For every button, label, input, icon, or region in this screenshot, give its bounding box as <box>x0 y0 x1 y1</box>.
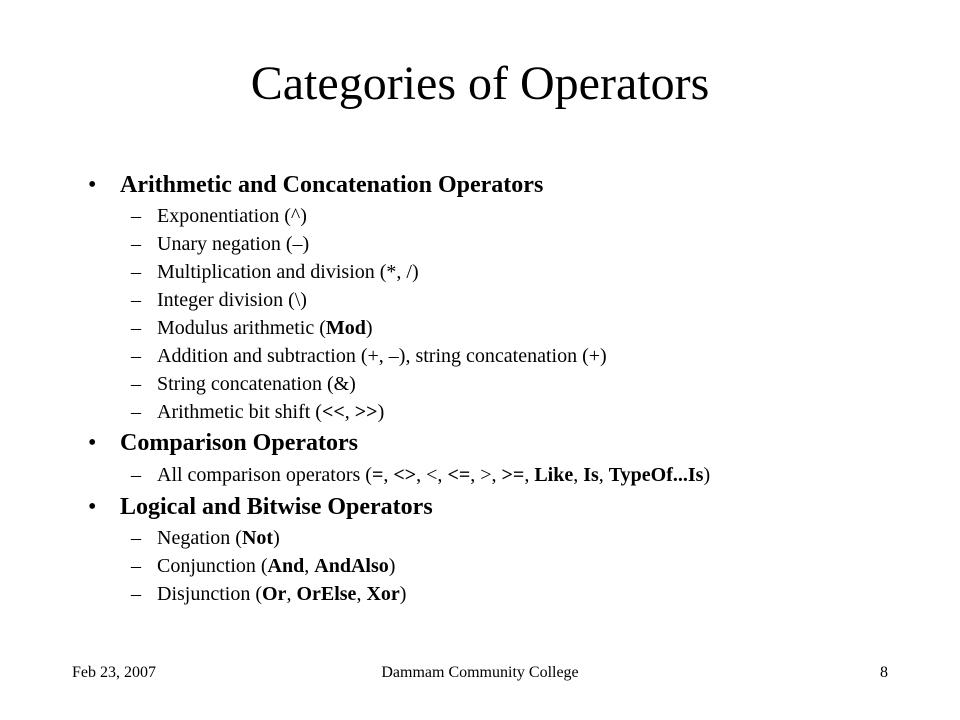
sub-item <box>131 203 307 229</box>
dash-marker: – <box>131 464 141 486</box>
dash-marker: – <box>131 317 141 339</box>
dash-marker: – <box>131 555 141 577</box>
dash-marker: – <box>131 289 141 311</box>
dash-marker: – <box>131 261 141 283</box>
dash-marker: – <box>131 233 141 255</box>
bullet-label: Comparison Operators <box>120 430 358 456</box>
footer-page-number: 8 <box>880 664 888 681</box>
footer-center: Dammam Community College <box>381 664 579 681</box>
dash-marker: – <box>131 527 141 549</box>
sub-item-label: Integer division (\) <box>157 289 307 311</box>
bullet-dot: • <box>88 172 97 198</box>
sub-item <box>131 287 307 313</box>
bullet-label: Arithmetic and Concatenation Operators <box>120 172 544 198</box>
sub-item-label: Negation (Not) <box>157 527 280 549</box>
sub-item-label: Addition and subtraction (+, –), string concatenation (+) <box>157 345 607 367</box>
sub-item-label: Arithmetic bit shift (<<, >>) <box>157 401 385 423</box>
sub-item <box>131 315 373 341</box>
sub-item <box>131 399 384 425</box>
sub-item <box>131 553 395 579</box>
bullet-dot: • <box>88 494 97 520</box>
bullet-arithmetic <box>88 170 543 200</box>
bullet-dot: • <box>88 430 97 456</box>
sub-item <box>131 231 309 257</box>
bullet-logical <box>88 492 433 522</box>
sub-item-label: Conjunction (And, AndAlso) <box>157 555 396 577</box>
sub-item-label: String concatenation (&) <box>157 373 356 395</box>
dash-marker: – <box>131 583 141 605</box>
dash-marker: – <box>131 373 141 395</box>
sub-item <box>131 343 607 369</box>
sub-item <box>131 371 356 397</box>
sub-item <box>131 259 419 285</box>
sub-item-label: Multiplication and division (*, /) <box>157 261 419 283</box>
sub-item <box>131 581 406 607</box>
slide-title: Categories of Operators <box>250 57 710 110</box>
dash-marker: – <box>131 401 141 423</box>
sub-item <box>131 525 280 551</box>
sub-item-label: Disjunction (Or, OrElse, Xor) <box>157 583 407 605</box>
dash-marker: – <box>131 345 141 367</box>
sub-item <box>131 462 710 488</box>
dash-marker: – <box>131 205 141 227</box>
sub-item-label: Modulus arithmetic (Mod) <box>157 317 373 339</box>
sub-item-label: Exponentiation (^) <box>157 205 307 227</box>
bullet-label: Logical and Bitwise Operators <box>120 494 433 520</box>
footer-date: Feb 23, 2007 <box>72 664 156 681</box>
sub-item-label: Unary negation (–) <box>157 233 310 255</box>
sub-item-label: All comparison operators (=, <>, <, <=, >, >=, Like, Is, TypeOf...Is) <box>157 464 711 486</box>
bullet-comparison <box>88 428 358 458</box>
